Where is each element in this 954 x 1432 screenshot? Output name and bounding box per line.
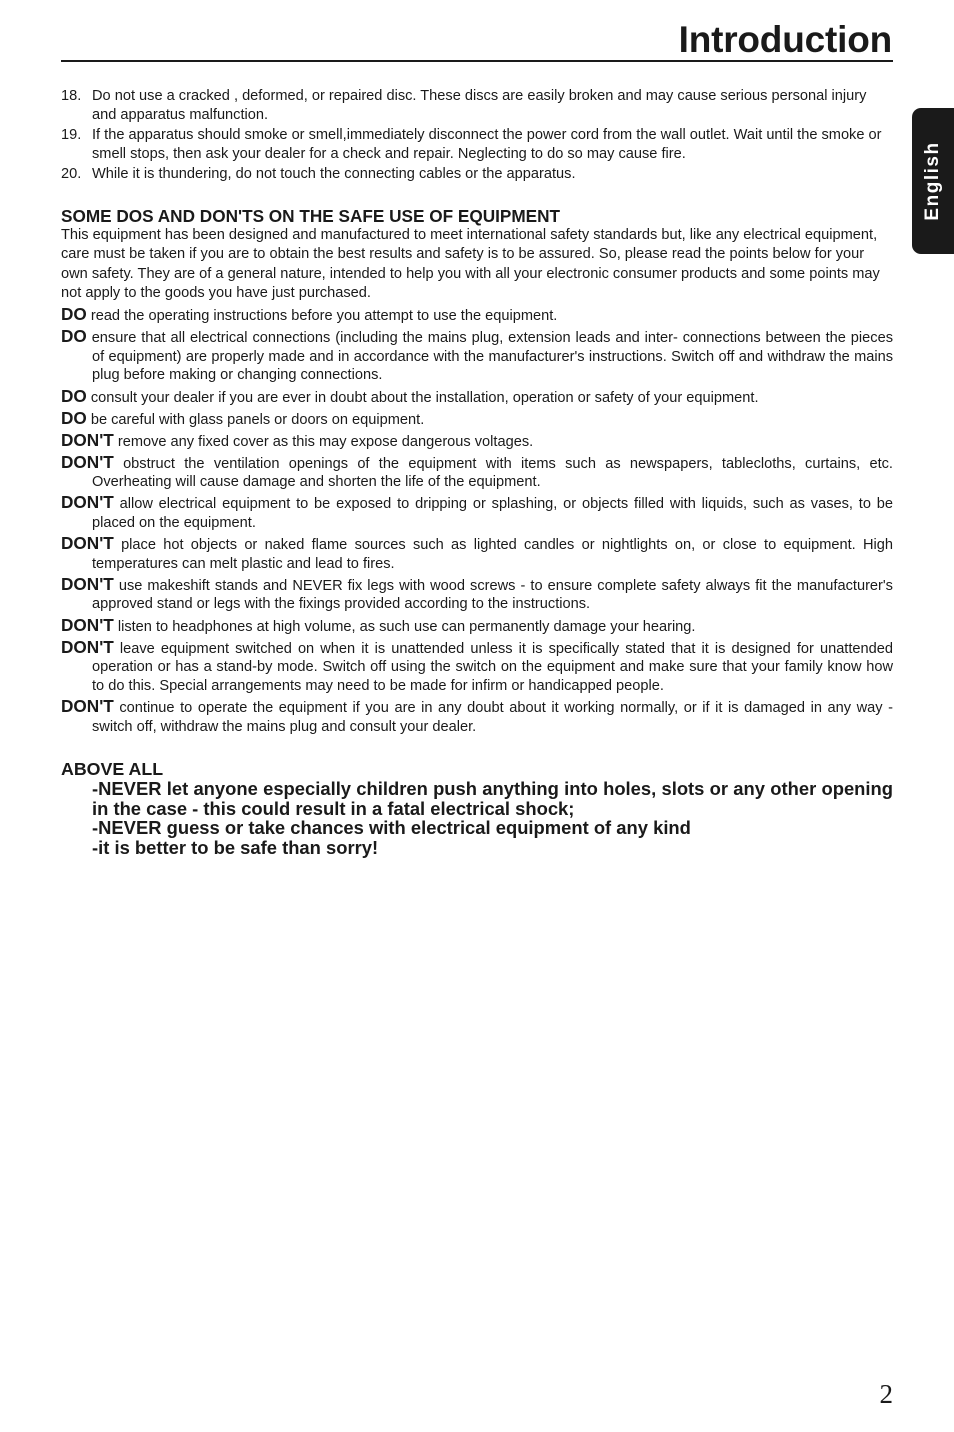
rule-item: [61, 534, 893, 573]
rule-text: leave equipment switched on when it is unattended unless it is specifically stated that it is designed for unattended operation or has a stand-by mode. Switch off using the switch on the equipment and make sure that your family know how to do this. Special arrangements may need to be made for infirm or handicapped people.: [92, 640, 893, 694]
item-text: Do not use a cracked , deformed, or repaired disc. These discs are easily broken and may cause serious personal injury and apparatus malfunction.: [92, 88, 867, 123]
page-number: 2: [879, 1379, 893, 1409]
rules-list: [61, 305, 893, 736]
rule-item: [61, 409, 893, 430]
item-text: If the apparatus should smoke or smell,immediately disconnect the power cord from the wall outlet. Wait until the smoke or smell stops, then ask your dealer for a check and repair. Neglecting to do so may cause fire.: [92, 127, 882, 162]
rule-text: continue to operate the equipment if you are in any doubt about it working normally, or if it is damaged in any way -switch off, withdraw the mains plug and consult your dealer.: [92, 699, 893, 735]
rule-key: DON'T: [61, 695, 114, 716]
rule-text: ensure that all electrical connections (including the mains plug, extension leads and inter- connections between the pieces of equipment) are properly made and in accordance with the manufacturer's instructions. Switch off and withdraw the mains plug before making or changing connections.: [91, 330, 893, 384]
rule-item: [61, 453, 893, 492]
warning-line: -NEVER guess or take chances with electrical equipment of any kind: [92, 817, 691, 839]
rule-key: DON'T: [61, 429, 114, 450]
language-tab-label: English: [922, 141, 943, 221]
list-item: [61, 126, 893, 164]
rule-text: allow electrical equipment to be exposed to dripping or splashing, or objects filled with liquids, such as vases, to be placed on the equipment.: [92, 496, 893, 532]
rule-text: consult your dealer if you are ever in doubt about the installation, operation or safety of your equipment.: [90, 389, 759, 406]
rule-key: DON'T: [61, 451, 114, 472]
title-divider: [61, 60, 893, 62]
rule-text: be careful with glass panels or doors on equipment.: [90, 411, 425, 428]
above-all-lines: [61, 779, 893, 857]
rule-item: [61, 616, 893, 637]
rule-item: [61, 387, 893, 408]
rule-key: DON'T: [61, 636, 114, 657]
above-all-heading: ABOVE ALL: [61, 759, 164, 780]
section-heading: SOME DOS AND DON'TS ON THE SAFE USE OF EQUIPMENT: [61, 206, 561, 226]
rule-key: DO: [61, 326, 87, 347]
page-title: Introduction: [678, 19, 892, 60]
rule-text: obstruct the ventilation openings of the equipment with items such as newspapers, tablecloths, curtains, etc. Overheating will cause damage and shorten the life of the equipment.: [92, 455, 893, 491]
item-number: 18.: [61, 88, 82, 104]
rule-key: DON'T: [61, 533, 114, 554]
rule-item: [61, 638, 893, 696]
rule-item: [61, 327, 893, 385]
rule-text: use makeshift stands and NEVER fix legs with wood screws - to ensure complete safety always fit the manufacturer's approved stand or legs with the fixings provided according to the instructions.: [92, 577, 893, 613]
rule-item: [61, 493, 893, 532]
item-number: 20.: [61, 166, 82, 182]
warning-line: -NEVER let anyone especially children push anything into holes, slots or any other opening in the case - this could result in a fatal electrical shock;: [92, 778, 893, 819]
item-text: While it is thundering, do not touch the connecting cables or the apparatus.: [92, 166, 576, 182]
rule-item: [61, 431, 893, 452]
rule-item: [61, 575, 893, 614]
rule-key: DON'T: [61, 573, 114, 594]
item-number: 19.: [61, 127, 82, 143]
main-content: [61, 87, 893, 857]
rule-key: DO: [61, 304, 87, 325]
above-all-section: [61, 760, 893, 857]
intro-paragraph: This equipment has been designed and manufactured to meet international safety standards but, like any electrical equipment, care must be taken if you are to obtain the best results and safety is to be assured. So, please read the points below for your own safety. They are of a general nature, intended to help you with all your electronic consumer products and some points may not apply to the goods you have just purchased.: [61, 227, 880, 302]
list-item: [61, 87, 893, 125]
rule-key: DON'T: [61, 492, 114, 513]
numbered-list: [61, 87, 893, 184]
rule-key: DO: [61, 407, 87, 428]
rule-text: read the operating instructions before you attempt to use the equipment.: [90, 308, 558, 325]
rule-item: [61, 697, 893, 736]
language-tab: [912, 108, 954, 254]
rule-text: listen to headphones at high volume, as such use can permanently damage your hearing.: [117, 618, 696, 635]
rule-text: remove any fixed cover as this may expose dangerous voltages.: [117, 433, 534, 450]
list-item: [61, 165, 893, 184]
rule-key: DO: [61, 385, 87, 406]
rule-text: place hot objects or naked flame sources such as lighted candles or nightlights on, or close to equipment. High temperatures can melt plastic and lead to fires.: [92, 537, 893, 572]
rule-item: [61, 305, 893, 326]
rule-key: DON'T: [61, 614, 114, 635]
warning-line: -it is better to be safe than sorry!: [92, 836, 379, 858]
